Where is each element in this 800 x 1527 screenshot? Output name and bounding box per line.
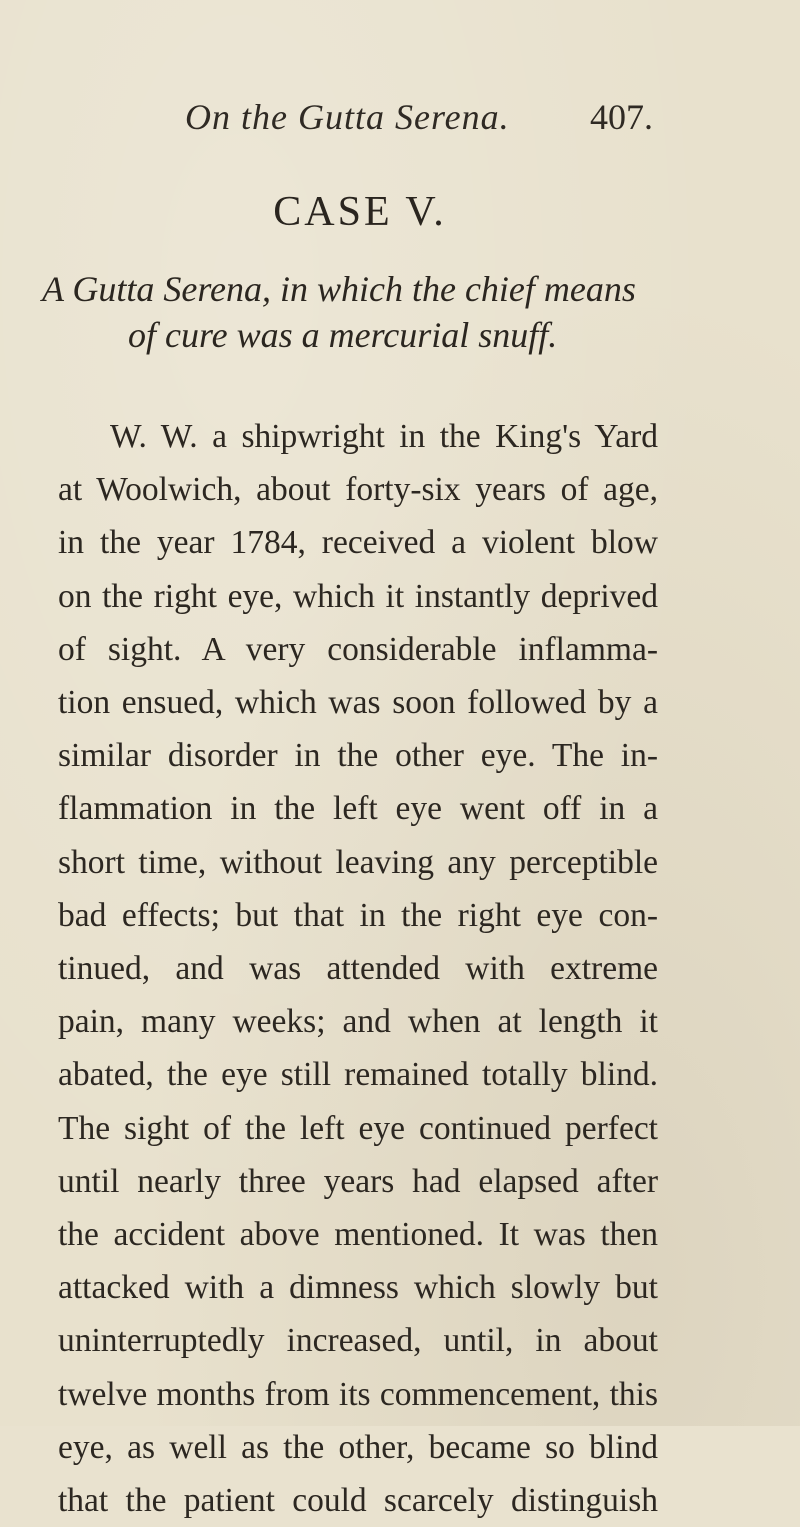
text-line: uninterruptedly increased, until, in about: [58, 1322, 658, 1360]
text-line: at Woolwich, about forty-six years of age,: [58, 471, 658, 509]
text-line: in the year 1784, received a violent blow: [58, 524, 658, 562]
case-subtitle: [0, 266, 800, 358]
text-line: attacked with a dimness which slowly but: [58, 1269, 658, 1307]
text-line: the accident above mentioned. It was then: [58, 1216, 658, 1254]
text-line: twelve months from its commencement, this: [58, 1375, 658, 1413]
text-line: bad effects; but that in the right eye con-: [58, 896, 658, 934]
text-line: W. W. a shipwright in the King's Yard: [110, 418, 658, 455]
text-line: flammation in the left eye went off in a: [58, 790, 658, 828]
text-line: of sight. A very considerable inflamma-: [58, 630, 658, 668]
text-line: The sight of the left eye continued perfect: [58, 1109, 658, 1147]
page-number: 407.: [590, 97, 653, 137]
text-line: similar disorder in the other eye. The in-: [58, 737, 658, 775]
text-line: that the patient could scarcely distinguish: [58, 1482, 658, 1520]
text-line: short time, without leaving any perceptible: [58, 843, 658, 881]
case-heading-text: CASE V.: [273, 189, 447, 235]
text-line: on the right eye, which it instantly deprived: [58, 577, 658, 615]
subtitle-line: A Gutta Serena, in which the chief means: [42, 269, 636, 309]
text-line: pain, many weeks; and when at length it: [58, 1003, 658, 1041]
text-line: until nearly three years had elapsed after: [58, 1162, 658, 1200]
running-header: [0, 96, 800, 146]
running-title: On the Gutta Serena.: [185, 97, 510, 137]
text-line: eye, as well as the other, became so blind: [58, 1428, 658, 1466]
body-paragraph: [58, 410, 658, 1527]
text-line: tinued, and was attended with extreme: [58, 950, 658, 988]
case-heading: [0, 188, 800, 236]
text-line: tion ensued, which was soon followed by a: [58, 684, 658, 722]
text-line: abated, the eye still remained totally blind.: [58, 1056, 658, 1094]
subtitle-line: of cure was a mercurial snuff.: [128, 315, 558, 355]
